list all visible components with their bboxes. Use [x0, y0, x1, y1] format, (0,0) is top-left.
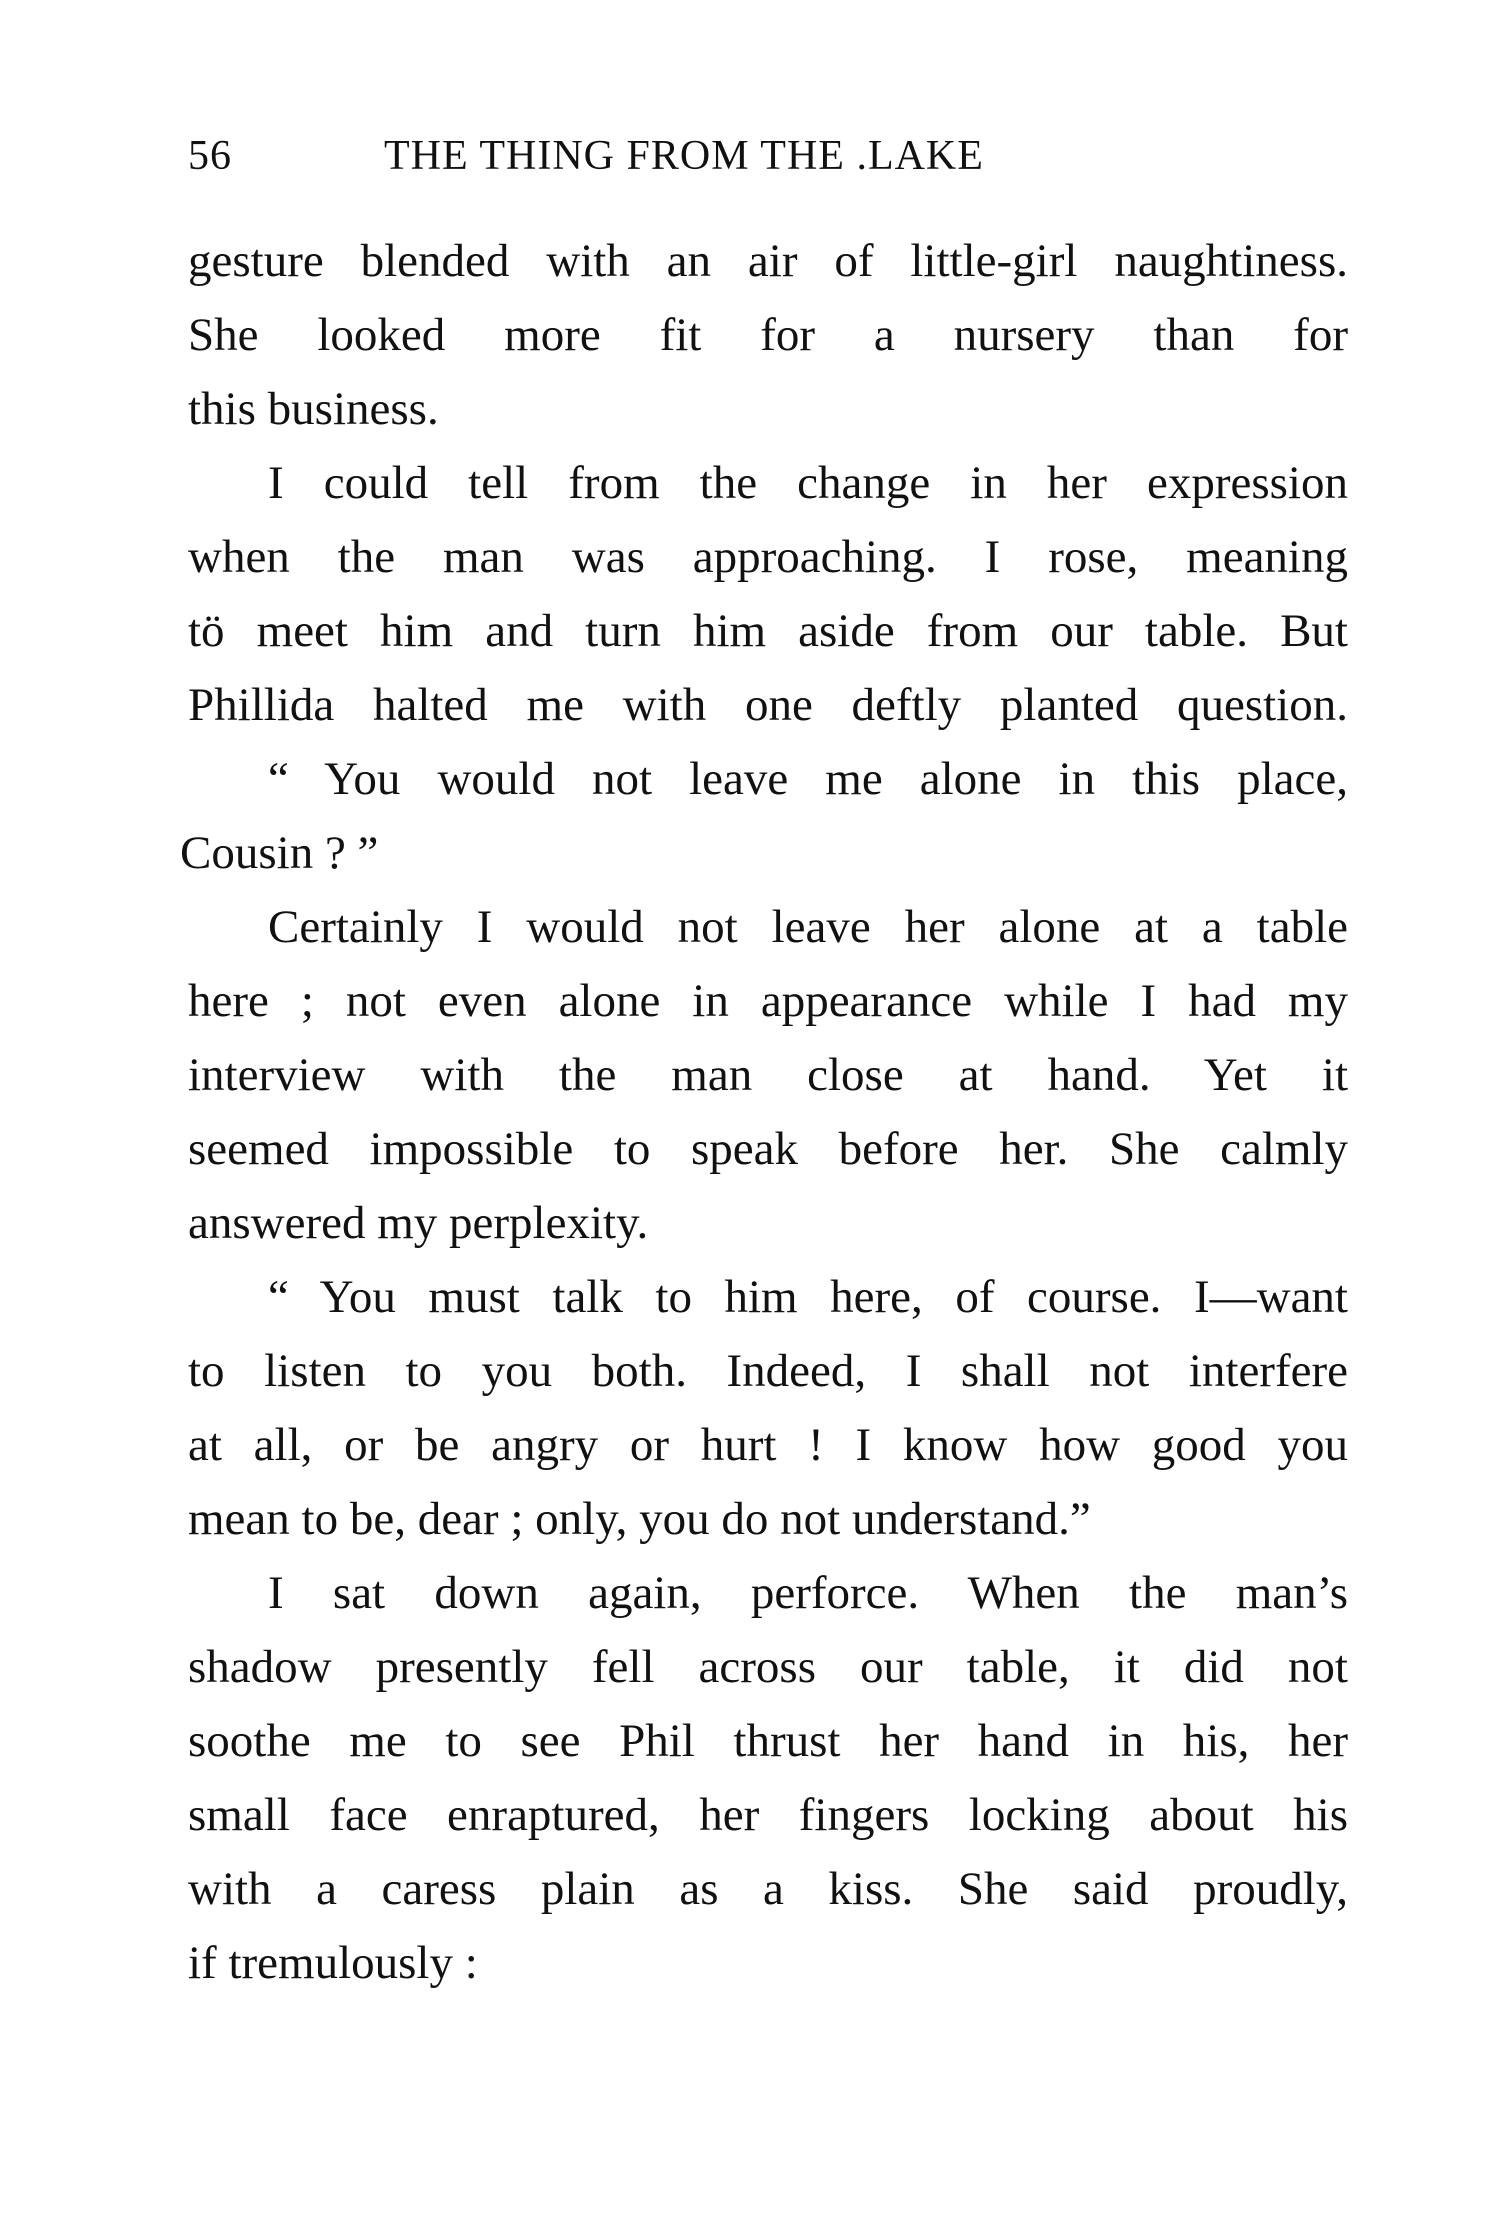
text-line: I could tell from the change in her expression [268, 457, 1348, 509]
text-line: to listen to you both. Indeed, I shall not interfere [188, 1345, 1348, 1397]
text-line: shadow presently fell across our table, it did not [188, 1641, 1348, 1693]
text-line: Certainly I would not leave her alone at a table [268, 901, 1348, 953]
running-head-title: THE THING FROM THE .LAKE [384, 133, 984, 179]
running-head [188, 126, 1348, 186]
text-line: “ You must talk to him here, of course. I—want [268, 1271, 1348, 1323]
text-line: with a caress plain as a kiss. She said proudly, [188, 1863, 1348, 1915]
text-line: small face enraptured, her fingers locking about his [188, 1789, 1348, 1841]
text-line: when the man was approaching. I rose, meaning [188, 531, 1348, 583]
body-text [180, 224, 1348, 2000]
text-line: here ; not even alone in appearance while I had my [188, 975, 1348, 1027]
text-line: I sat down again, perforce. When the man’s [268, 1567, 1348, 1619]
text-line: Phillida halted me with one deftly planted question. [188, 679, 1348, 731]
text-line: soothe me to see Phil thrust her hand in his, her [188, 1715, 1348, 1767]
text-line: Cousin ? ” [180, 827, 379, 879]
text-line: mean to be, dear ; only, you do not understand.” [188, 1493, 1091, 1545]
text-line: at all, or be angry or hurt ! I know how good you [188, 1419, 1348, 1471]
page-number: 56 [188, 133, 232, 179]
text-line: seemed impossible to speak before her. She calmly [188, 1123, 1348, 1175]
text-line: “ You would not leave me alone in this place, [268, 753, 1348, 805]
text-line: tö meet him and turn him aside from our table. But [188, 605, 1348, 657]
text-line: this business. [188, 383, 439, 435]
text-line: She looked more fit for a nursery than for [188, 309, 1348, 361]
text-line: gesture blended with an air of little-girl naughtiness. [188, 235, 1348, 287]
text-line: interview with the man close at hand. Yet it [188, 1049, 1348, 1101]
text-line: answered my perplexity. [188, 1197, 649, 1249]
text-line: if tremulously : [188, 1937, 478, 1989]
